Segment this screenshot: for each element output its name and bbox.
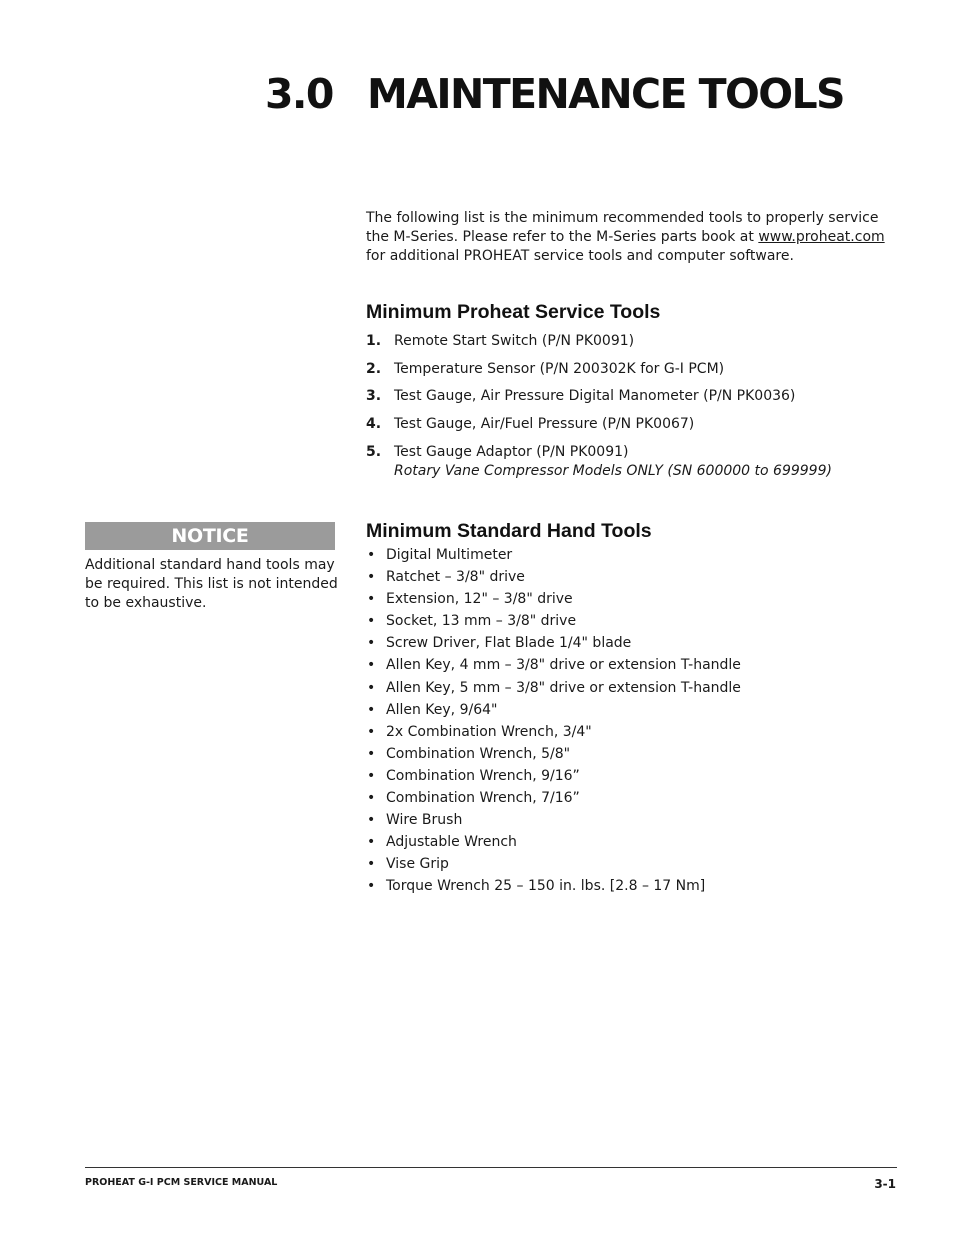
bullet-icon: • <box>367 878 376 895</box>
item-number: 1. <box>366 333 382 349</box>
list-item <box>366 811 896 833</box>
bullet-icon: • <box>367 723 376 740</box>
item-text: Screw Driver, Flat Blade 1/4" blade <box>386 635 632 652</box>
bullet-icon: • <box>367 613 376 630</box>
item-text: Combination Wrench, 5/8" <box>386 745 571 762</box>
item-text: Torque Wrench 25 – 150 in. lbs. [2.8 – 17 Nm] <box>386 878 706 895</box>
bullet-icon: • <box>367 790 376 807</box>
footer-manual-title: PROHEAT G-I PCM SERVICE MANUAL <box>85 1177 278 1188</box>
list-item <box>366 723 896 745</box>
item-text: Remote Start Switch (P/N PK0091) <box>394 333 635 349</box>
bullet-icon: • <box>367 834 376 851</box>
page-number: 3-1 <box>874 1177 896 1191</box>
item-number: 5. <box>366 443 382 460</box>
item-text: Combination Wrench, 7/16” <box>386 790 580 807</box>
footer-divider <box>85 1167 897 1168</box>
notice-text: Additional standard hand tools may be required. This list is not intended to be exhaustive. <box>85 557 338 611</box>
bullet-icon: • <box>367 657 376 674</box>
list-item <box>366 656 896 678</box>
intro-text-after: for additional PROHEAT service tools and computer software. <box>366 248 794 264</box>
list-item <box>366 745 896 767</box>
item-text: Ratchet – 3/8" drive <box>386 569 525 586</box>
bullet-icon: • <box>367 745 376 762</box>
item-subnote: Rotary Vane Compressor Models ONLY (SN 600000 to 699999) <box>394 462 832 479</box>
bullet-icon: • <box>367 812 376 829</box>
item-text: Vise Grip <box>386 856 449 873</box>
list-item <box>366 833 896 855</box>
list-item <box>366 767 896 789</box>
list-item <box>366 360 896 379</box>
list-item <box>366 612 896 634</box>
list-item <box>366 415 896 434</box>
item-text: 2x Combination Wrench, 3/4" <box>386 723 592 740</box>
list-item <box>366 855 896 877</box>
bullet-icon: • <box>367 856 376 873</box>
proheat-tools-list <box>366 332 896 489</box>
section-title: MAINTENANCE TOOLS <box>367 70 844 118</box>
item-text: Allen Key, 5 mm – 3/8" drive or extension T-handle <box>386 679 741 696</box>
proheat-website-link[interactable]: www.proheat.com <box>758 229 885 245</box>
list-item <box>366 332 896 351</box>
item-text: Allen Key, 4 mm – 3/8" drive or extension T-handle <box>386 657 741 674</box>
list-item <box>366 387 896 406</box>
bullet-icon: • <box>367 635 376 652</box>
item-text: Wire Brush <box>386 812 463 829</box>
intro-paragraph <box>366 209 896 266</box>
item-number: 3. <box>366 388 382 405</box>
item-text: Extension, 12" – 3/8" drive <box>386 591 573 608</box>
list-item <box>366 546 896 568</box>
bullet-icon: • <box>367 591 376 608</box>
item-text: Temperature Sensor (P/N 200302K for G-I PCM) <box>394 360 725 377</box>
proheat-tools-heading: Minimum Proheat Service Tools <box>366 301 661 323</box>
bullet-icon: • <box>367 701 376 718</box>
item-text: Digital Multimeter <box>386 547 513 563</box>
item-text: Test Gauge, Air Pressure Digital Manometer (P/N PK0036) <box>394 388 796 405</box>
hand-tools-heading: Minimum Standard Hand Tools <box>366 520 652 542</box>
hand-tools-list <box>366 546 896 900</box>
section-number: 3.0 <box>265 70 333 118</box>
item-number: 2. <box>366 360 382 377</box>
item-text: Adjustable Wrench <box>386 834 517 851</box>
bullet-icon: • <box>367 679 376 696</box>
list-item <box>366 701 896 723</box>
intro-text-before: The following list is the minimum recommended tools to properly service the M-Series. Please refer to the M-Series parts book at <box>366 210 879 245</box>
list-item <box>366 789 896 811</box>
list-item <box>366 568 896 590</box>
list-item <box>366 443 896 481</box>
bullet-icon: • <box>367 547 376 563</box>
item-text: Combination Wrench, 9/16” <box>386 767 580 784</box>
list-item <box>366 590 896 612</box>
list-item <box>366 679 896 701</box>
list-item <box>366 877 896 899</box>
item-text: Allen Key, 9/64" <box>386 701 498 718</box>
item-text: Socket, 13 mm – 3/8" drive <box>386 613 577 630</box>
bullet-icon: • <box>367 767 376 784</box>
notice-label: NOTICE <box>85 522 335 550</box>
item-number: 4. <box>366 416 382 433</box>
bullet-icon: • <box>367 569 376 586</box>
page-title <box>265 70 844 118</box>
item-text: Test Gauge Adaptor (P/N PK0091) <box>394 443 629 460</box>
item-text: Test Gauge, Air/Fuel Pressure (P/N PK0067) <box>394 416 695 433</box>
list-item <box>366 634 896 656</box>
